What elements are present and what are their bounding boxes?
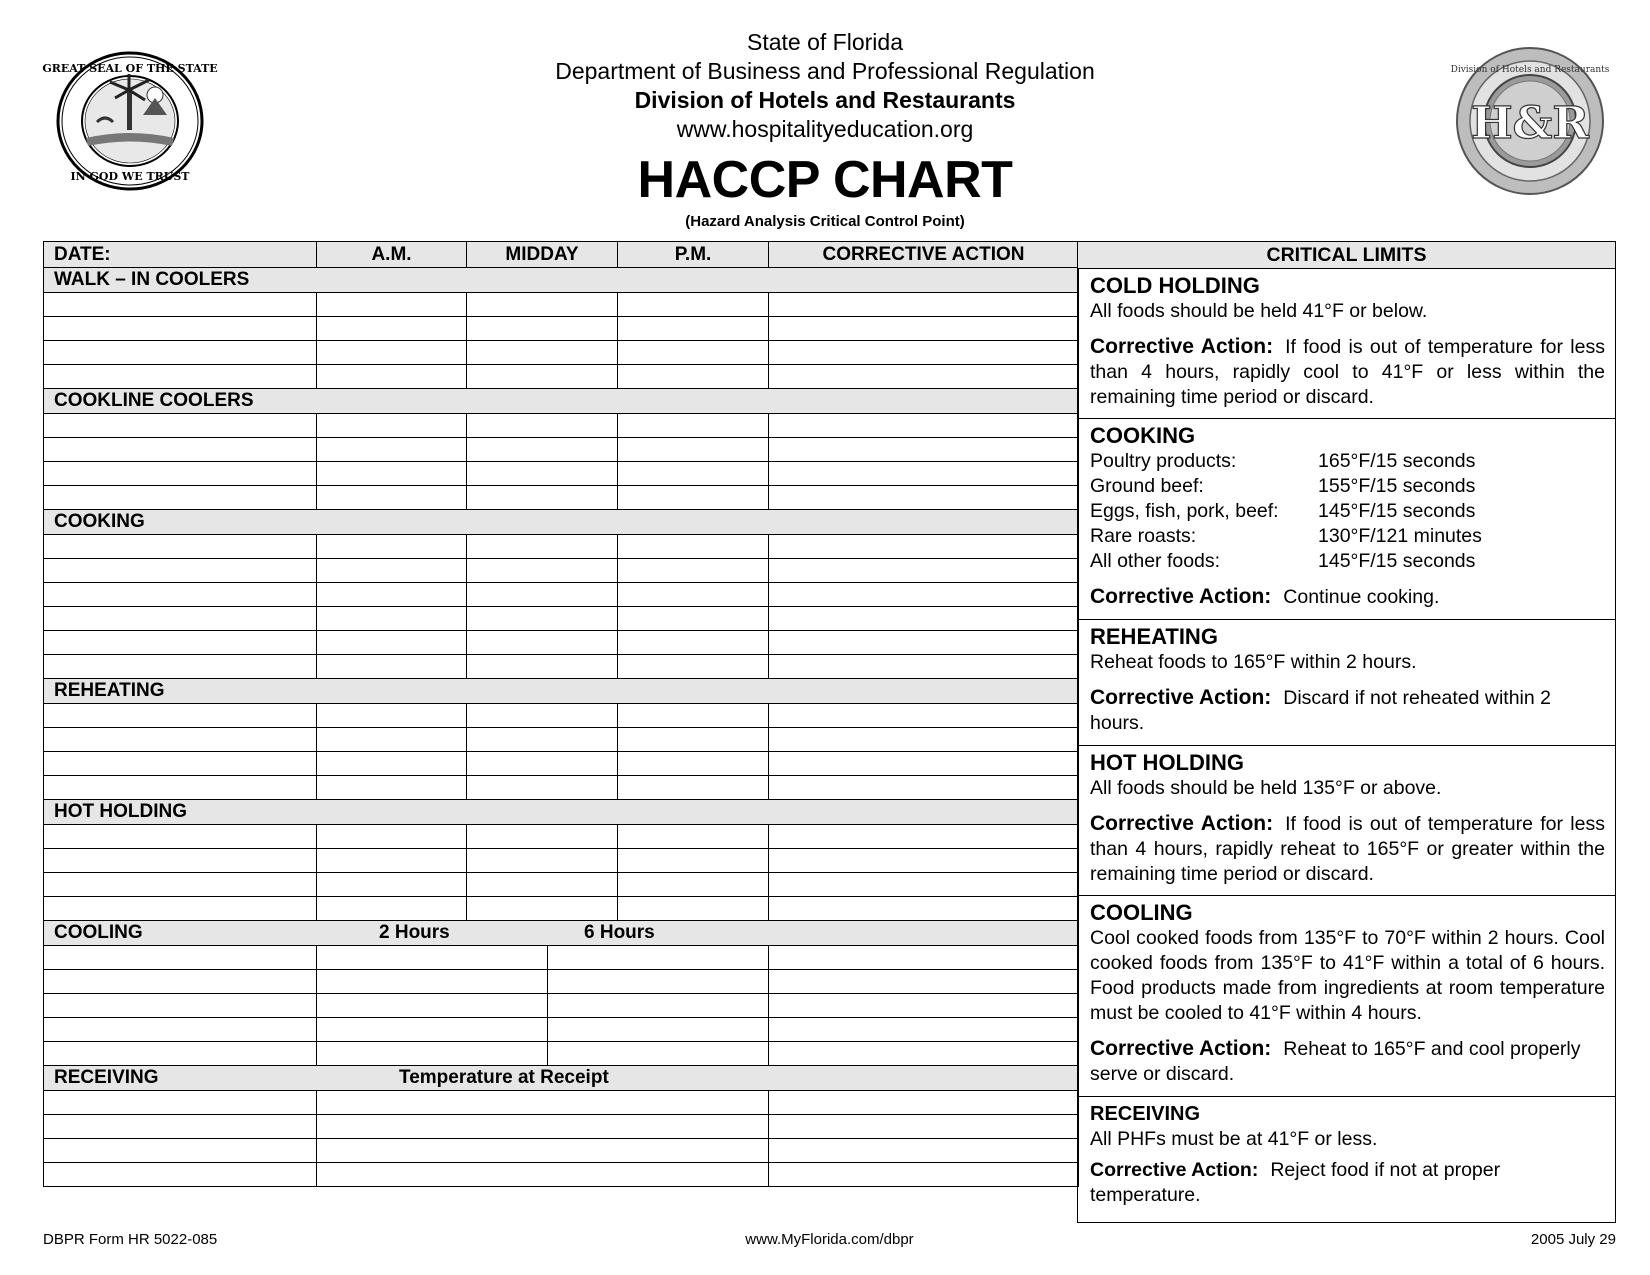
table-row[interactable] — [44, 1115, 1079, 1139]
table-header-row — [44, 242, 1079, 268]
haccp-log-table — [43, 241, 1079, 1187]
svg-text:H&R: H&R — [1471, 98, 1589, 149]
corrective-action-header: CORRECTIVE ACTION — [769, 242, 1079, 268]
reheating-text: Reheat foods to 165°F within 2 hours. — [1090, 651, 1417, 673]
cooking-item: All other foods: 145°F/15 seconds — [1090, 550, 1476, 572]
cold-holding-text: All foods should be held 41°F or below. — [1090, 300, 1428, 322]
table-row[interactable] — [44, 583, 1079, 607]
section-receiving — [44, 1066, 1079, 1091]
critical-limits-table — [1077, 241, 1616, 1223]
cooking-item: Ground beef: 155°F/15 seconds — [1090, 475, 1476, 497]
table-row[interactable] — [44, 1018, 1079, 1042]
svg-text:GREAT SEAL OF THE STATE: GREAT SEAL OF THE STATE — [42, 62, 218, 75]
limit-cooking — [1078, 419, 1616, 620]
table-row[interactable] — [44, 293, 1079, 317]
table-row[interactable] — [44, 486, 1079, 510]
hot-holding-title: HOT HOLDING — [1090, 750, 1244, 775]
cooling-6-hours-label: 6 Hours — [584, 922, 655, 943]
pm-header: P.M. — [618, 242, 769, 268]
reheating-action: Corrective Action: Discard if not reheated within 2 hours. — [1090, 686, 1551, 734]
limit-hot-holding — [1078, 746, 1616, 896]
limit-cold-holding — [1078, 269, 1616, 419]
receiving-action: Corrective Action: Reject food if not at proper temperature. — [1090, 1159, 1501, 1206]
limit-reheating — [1078, 620, 1616, 746]
table-row[interactable] — [44, 1163, 1079, 1187]
cold-holding-action: Corrective Action: If food is out of temperature for less than 4 hours, rapidly cool to 41°F or less within the remaining time period or discard. — [1090, 335, 1605, 408]
cooling-title: COOLING — [1090, 900, 1193, 925]
table-row[interactable] — [44, 873, 1079, 897]
critical-limits-header: CRITICAL LIMITS — [1078, 242, 1616, 269]
table-row[interactable] — [44, 559, 1079, 583]
cooling-action: Corrective Action: Reheat to 165°F and cool properly serve or discard. — [1090, 1037, 1581, 1085]
table-row[interactable] — [44, 946, 1079, 970]
table-row[interactable] — [44, 752, 1079, 776]
temperature-at-receipt-label: Temperature at Receipt — [399, 1067, 609, 1088]
footer-form-number: DBPR Form HR 5022-085 — [43, 1231, 218, 1248]
cooling-label: COOLING — [54, 922, 143, 943]
table-row[interactable] — [44, 728, 1079, 752]
table-row[interactable] — [44, 341, 1079, 365]
page-subtitle: (Hazard Analysis Critical Control Point) — [685, 213, 965, 230]
table-row[interactable] — [44, 655, 1079, 679]
table-row[interactable] — [44, 704, 1079, 728]
table-row[interactable] — [44, 607, 1079, 631]
table-row[interactable] — [44, 1091, 1079, 1115]
footer-url: www.MyFlorida.com/dbpr — [745, 1231, 914, 1248]
midday-header: MIDDAY — [467, 242, 618, 268]
limit-receiving — [1078, 1097, 1616, 1223]
section-cookline-coolers: COOKLINE COOLERS — [44, 389, 1079, 414]
table-row[interactable] — [44, 825, 1079, 849]
cooking-item: Rare roasts: 130°F/121 minutes — [1090, 525, 1482, 547]
table-row[interactable] — [44, 970, 1079, 994]
hot-holding-action: Corrective Action: If food is out of temperature for less than 4 hours, rapidly reheat to 165°F or greater within the remaining time period or discard. — [1090, 812, 1605, 885]
receiving-text: All PHFs must be at 41°F or less. — [1090, 1128, 1378, 1150]
table-row[interactable] — [44, 897, 1079, 921]
svg-text:IN GOD WE TRUST: IN GOD WE TRUST — [70, 170, 190, 183]
cooking-item: Poultry products: 165°F/15 seconds — [1090, 450, 1476, 472]
table-row[interactable] — [44, 1139, 1079, 1163]
cold-holding-title: COLD HOLDING — [1090, 273, 1260, 298]
cooking-action: Corrective Action: Continue cooking. — [1090, 585, 1440, 608]
section-hot-holding: HOT HOLDING — [44, 800, 1079, 825]
page-title: HACCP CHART — [637, 151, 1013, 209]
date-header: DATE: — [44, 242, 317, 268]
table-row[interactable] — [44, 438, 1079, 462]
section-cooking: COOKING — [44, 510, 1079, 535]
footer-date: 2005 July 29 — [1530, 1231, 1616, 1248]
am-header: A.M. — [317, 242, 467, 268]
state-name: State of Florida — [747, 29, 903, 55]
section-reheating: REHEATING — [44, 679, 1079, 704]
cooling-2-hours-label: 2 Hours — [379, 922, 450, 943]
table-row[interactable] — [44, 462, 1079, 486]
document-header — [0, 28, 1650, 232]
department-name: Department of Business and Professional Regulation — [555, 58, 1095, 84]
table-row[interactable] — [44, 535, 1079, 559]
section-cooling — [44, 921, 1079, 946]
table-row[interactable] — [44, 365, 1079, 389]
limit-cooling — [1078, 896, 1616, 1097]
table-row[interactable] — [44, 776, 1079, 800]
receiving-title: RECEIVING — [1090, 1103, 1201, 1125]
table-row[interactable] — [44, 317, 1079, 341]
hot-holding-text: All foods should be held 135°F or above. — [1090, 777, 1442, 799]
svg-text:Division of Hotels and Restaur: Division of Hotels and Restaurants — [1450, 65, 1610, 75]
division-name: Division of Hotels and Restaurants — [634, 87, 1016, 113]
table-row[interactable] — [44, 631, 1079, 655]
cooling-text: Cool cooked foods from 135°F to 70°F within 2 hours. Cool cooked foods from 135°F to 41°F within a total of 6 hours. Food products made from ingredients at room temperature must be cooled to 41°F within 4 hours. — [1090, 927, 1605, 1024]
table-row[interactable] — [44, 1042, 1079, 1066]
website: www.hospitalityeducation.org — [676, 116, 974, 142]
table-row[interactable] — [44, 414, 1079, 438]
section-walk-in-coolers: WALK – IN COOLERS — [44, 268, 1079, 293]
table-row[interactable] — [44, 849, 1079, 873]
table-row[interactable] — [44, 994, 1079, 1018]
receiving-label: RECEIVING — [54, 1067, 159, 1088]
cooking-item: Eggs, fish, pork, beef: 145°F/15 seconds — [1090, 500, 1476, 522]
cooking-title: COOKING — [1090, 423, 1196, 448]
reheating-title: REHEATING — [1090, 624, 1218, 649]
